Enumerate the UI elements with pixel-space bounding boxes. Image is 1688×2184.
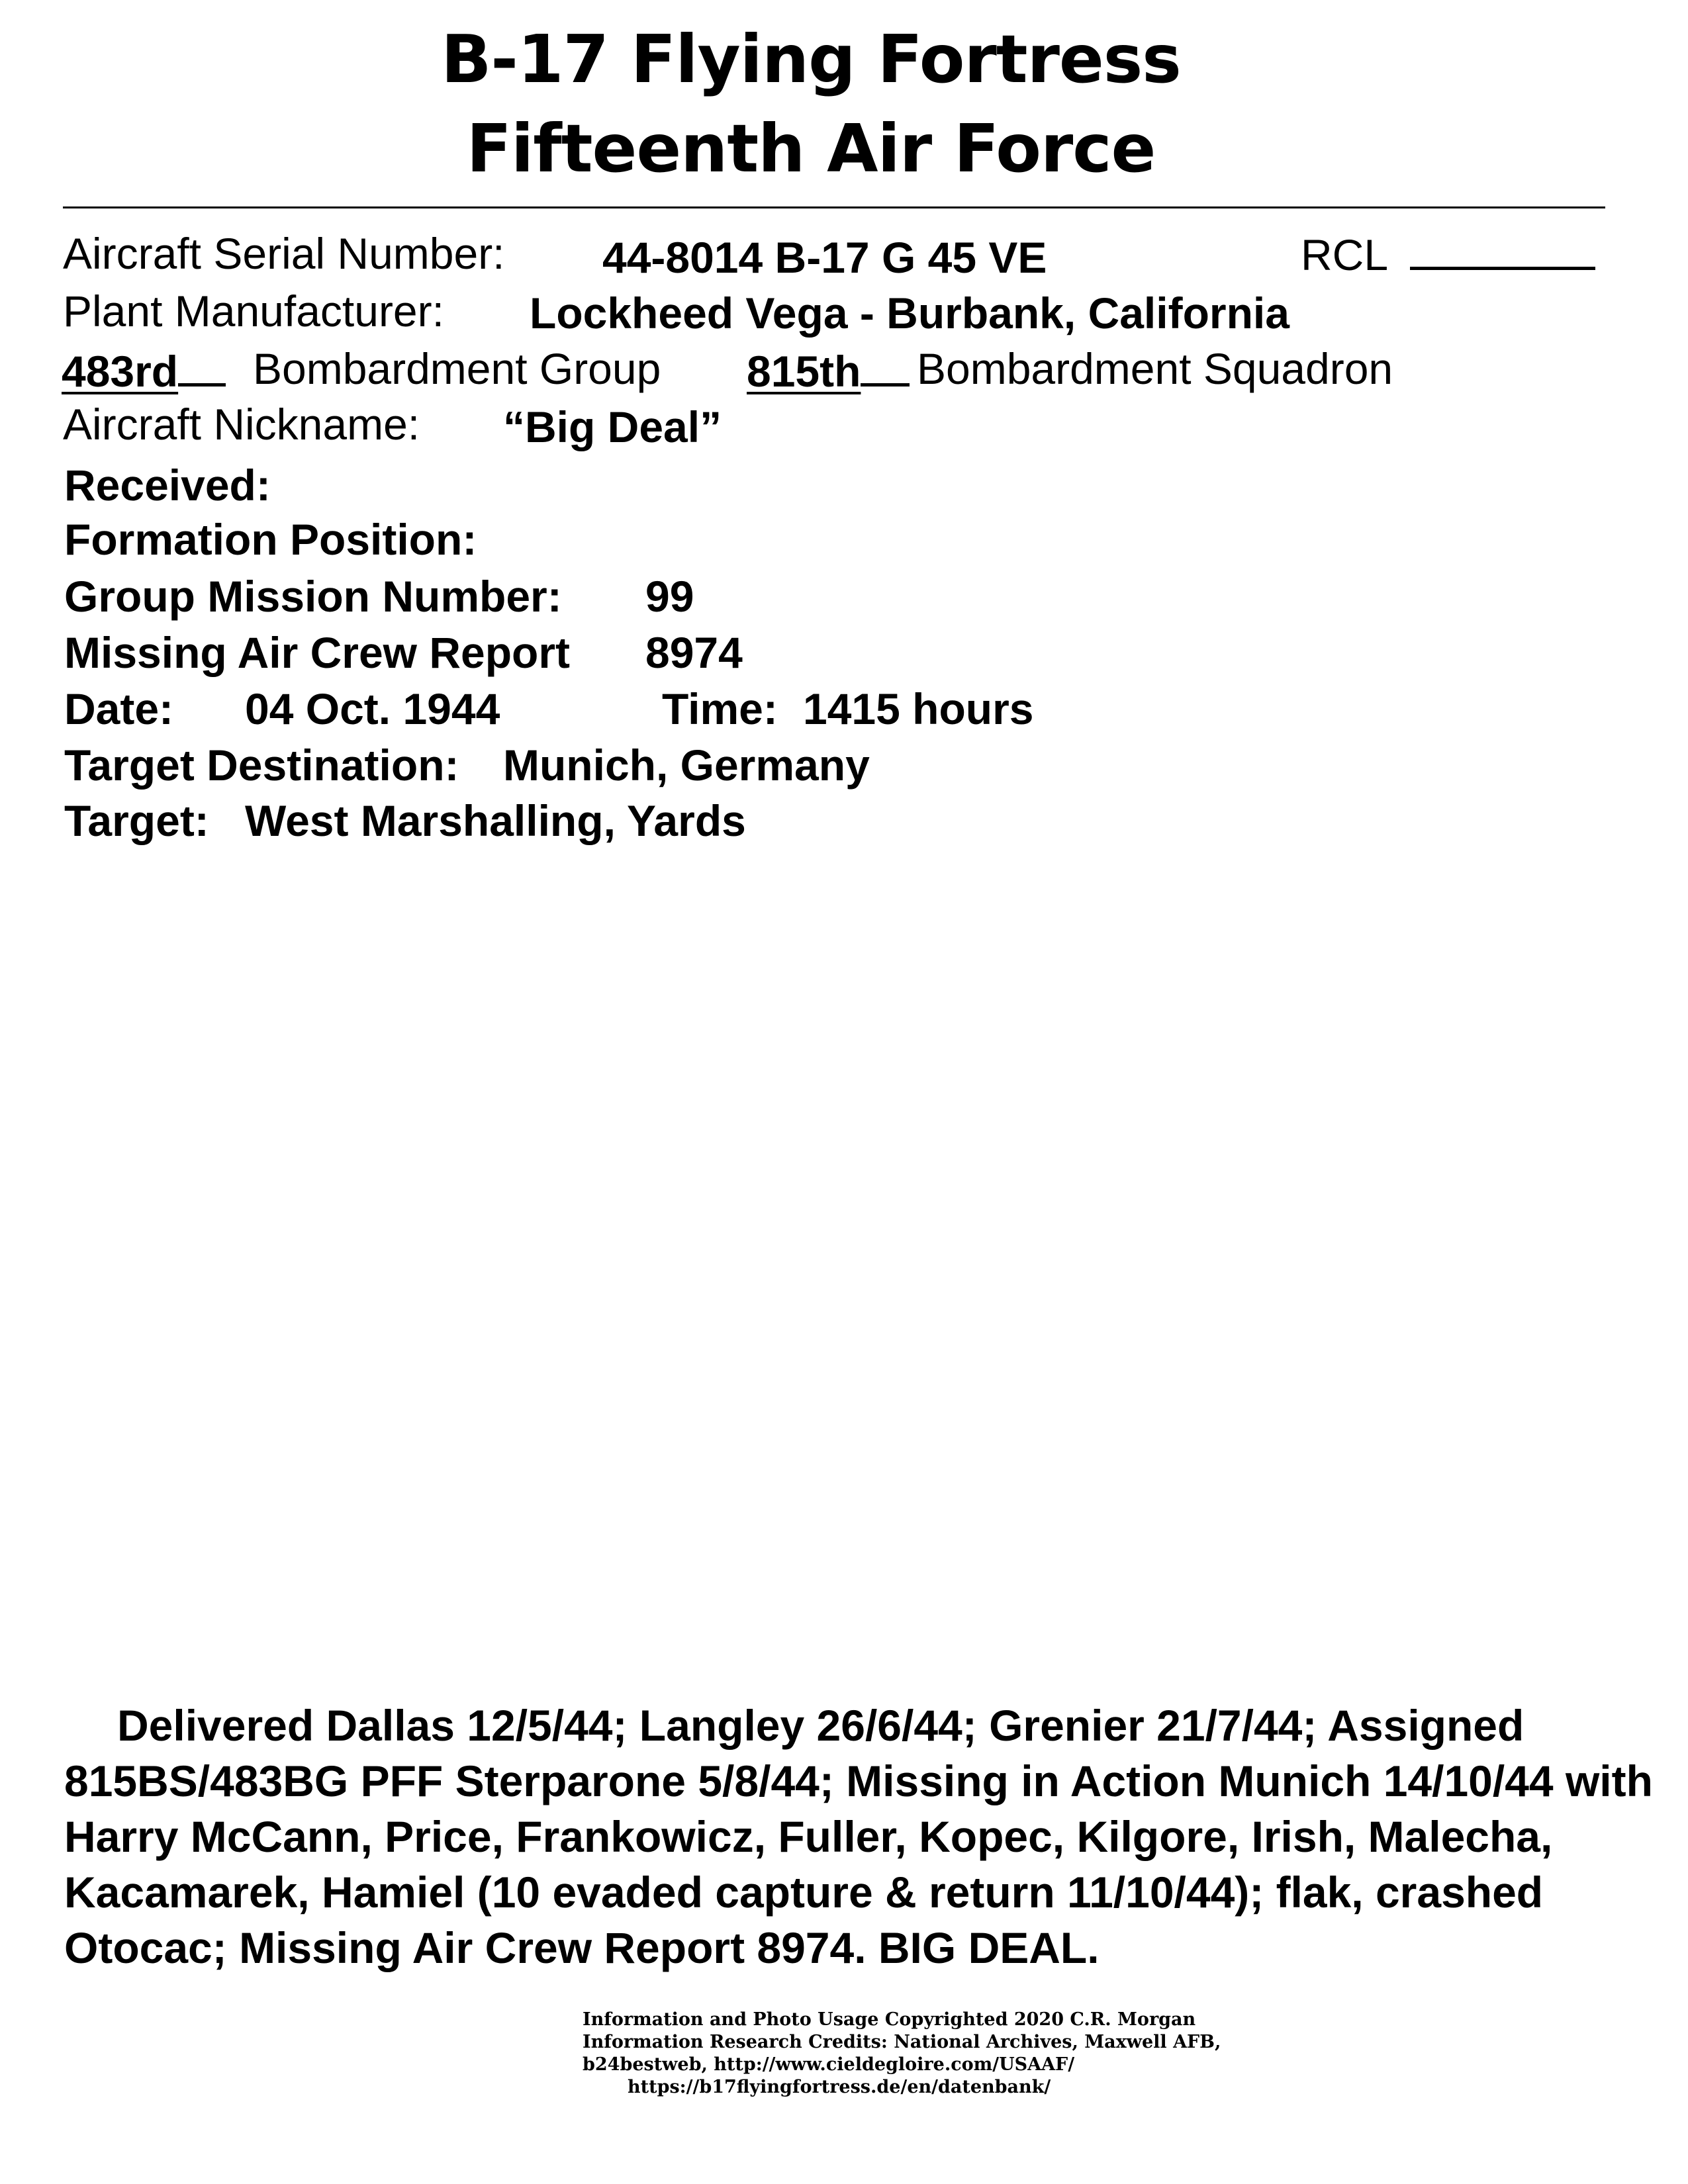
serial-label: Aircraft Serial Number:: [63, 229, 505, 278]
received-label: Received:: [64, 461, 271, 510]
time-value: 1415 hours: [803, 684, 1034, 733]
credits-url: https://b17flyingfortress.de/en/datenbank/: [628, 2077, 1051, 2097]
time-label: Time:: [662, 684, 778, 733]
squadron-label: Bombardment Squadron: [917, 344, 1393, 393]
group-label: Bombardment Group: [253, 344, 661, 393]
destination-label: Target Destination:: [64, 741, 459, 790]
header-divider: [63, 206, 1605, 208]
nickname-value: “Big Deal”: [503, 402, 722, 451]
macr-value: 8974: [645, 628, 743, 677]
credits-research: Information Research Credits: National Archives, Maxwell AFB,: [583, 2032, 1221, 2052]
history-narrative: Delivered Dallas 12/5/44; Langley 26/6/44; Grenier 21/7/44; Assigned 815BS/483BG PFF Sterparone 5/8/44; Missing in Action Munich 14/10/44 with Harry McCann, Price, Frankowicz, Fuller, Kopec, Kilgore, Irish, Malecha, Kacamarek, Hamiel (10 evaded capture & return 11/10/44); flak, crashed Otocac; Missing Air Crew Report 8974. BIG DEAL.: [64, 1701, 1653, 1972]
macr-label: Missing Air Crew Report: [64, 628, 570, 677]
formation-label: Formation Position:: [64, 515, 477, 564]
manufacturer-value: Lockheed Vega - Burbank, California: [530, 289, 1289, 338]
credits-copyright: Information and Photo Usage Copyrighted 2020 C.R. Morgan: [583, 2009, 1196, 2030]
squadron-value: 815th: [747, 349, 910, 393]
mission-value: 99: [645, 572, 694, 621]
manufacturer-label: Plant Manufacturer:: [63, 287, 444, 336]
serial-value: 44-8014 B-17 G 45 VE: [602, 233, 1047, 282]
date-label: Date:: [64, 684, 174, 733]
page-subtitle: Fifteenth Air Force: [466, 110, 1156, 187]
nickname-label: Aircraft Nickname:: [63, 400, 420, 449]
date-value: 04 Oct. 1944: [245, 684, 500, 733]
rcl-blank: [1410, 233, 1595, 277]
target-label: Target:: [64, 796, 209, 845]
credits-block: [583, 2009, 1221, 2099]
group-value: 483rd: [62, 349, 226, 393]
credits-sources: b24bestweb, http://www.cieldegloire.com/USAAF/: [583, 2054, 1075, 2075]
page-title: B-17 Flying Fortress: [441, 21, 1181, 98]
mission-label: Group Mission Number:: [64, 572, 562, 621]
destination-value: Munich, Germany: [503, 741, 870, 790]
rcl-label: RCL: [1301, 230, 1389, 279]
target-value: West Marshalling, Yards: [245, 796, 746, 845]
